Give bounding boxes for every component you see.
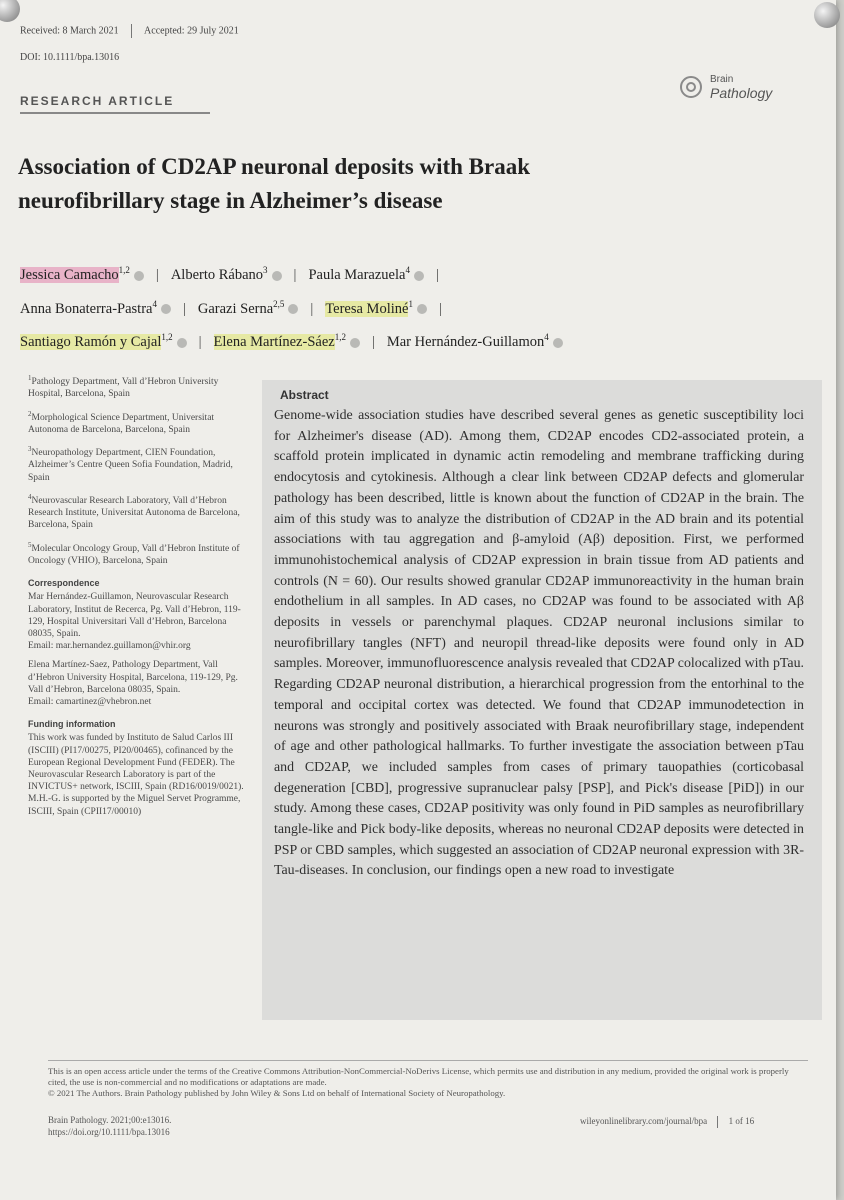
copyright-text: © 2021 The Authors. Brain Pathology published by John Wiley & Sons Ltd on behalf of International Society of Neuropathology. xyxy=(48,1088,506,1098)
article-dates xyxy=(20,24,239,38)
orcid-icon[interactable] xyxy=(177,338,187,348)
author xyxy=(214,334,360,350)
journal-logo xyxy=(680,70,800,110)
author-name: Mar Hernández-Guillamon xyxy=(386,334,545,351)
orcid-icon[interactable] xyxy=(414,271,424,281)
orcid-icon[interactable] xyxy=(417,304,427,314)
author-name: Elena Martínez-Sáez xyxy=(213,334,335,351)
author xyxy=(325,298,427,317)
author xyxy=(171,267,282,283)
author-separator: | xyxy=(293,266,297,283)
author xyxy=(20,267,144,283)
funding-text: This work was funded by Instituto de Salud Carlos III (ISCIII) (PI17/00275, PI20/00465), cofinanced by the European Regional Development Fund (FEDER). The Neurovascular Research Laboratory is part of the INVICTUS+ network, ISCIII, Spain (RD16/0019/0021). M.H.-G. is supported by the Miguel Servet Programme, ISCIII, Spain (CPII17/00010) xyxy=(28,733,244,817)
author-name: Jessica Camacho xyxy=(20,266,119,283)
page-number: 1 of 16 xyxy=(728,1116,755,1127)
pushpin-icon xyxy=(814,2,840,28)
affiliation-text: Neurovascular Research Laboratory, Vall d’Hebron Research Institute, Universitat Autonoma de Barcelona, Barcelona, Spain xyxy=(28,496,240,531)
correspondence-email[interactable]: Email: camartinez@vhebron.net xyxy=(28,697,152,708)
author-name: Garazi Serna xyxy=(197,300,274,317)
author-affiliation-ref: 3 xyxy=(263,265,268,275)
affiliation-text: Molecular Oncology Group, Vall d’Hebron Institute of Oncology (VHIO), Barcelona, Spain xyxy=(28,543,240,567)
author-separator: | xyxy=(310,300,314,317)
author-affiliation-ref: 1,2 xyxy=(161,332,173,343)
divider xyxy=(20,112,210,114)
author-affiliation-ref: 4 xyxy=(544,332,549,343)
logo-text-line2: Pathology xyxy=(710,85,773,101)
correspondence-entry xyxy=(28,591,248,652)
divider xyxy=(48,1060,808,1061)
author xyxy=(308,267,424,283)
affiliation xyxy=(28,539,248,568)
correspondence-email[interactable]: Email: mar.hernandez.guillamon@vhir.org xyxy=(28,641,191,652)
author-separator: | xyxy=(435,266,439,283)
funding-heading: Funding information xyxy=(28,719,116,730)
journal-citation: Brain Pathology. 2021;00:e13016. xyxy=(48,1115,172,1125)
orcid-icon[interactable] xyxy=(161,304,171,314)
affiliation xyxy=(28,491,248,532)
author xyxy=(197,298,299,317)
author-separator: | xyxy=(182,300,186,317)
license-text: This is an open access article under the terms of the Creative Commons Attribution-NonCommercial-NoDerivs License, which permits use and distribution in any medium, provided the original work is properly cited, the use is non-commercial and no modifications or adaptations are made. xyxy=(48,1066,789,1087)
affiliation-number: 5 xyxy=(28,540,32,549)
author xyxy=(20,298,171,317)
correspondence-entry xyxy=(28,659,248,708)
affiliation-text: Neuropathology Department, CIEN Foundation, Alzheimer’s Centre Queen Sofia Foundation, Madrid, Spain xyxy=(28,448,233,483)
affiliation-number: 2 xyxy=(28,409,32,418)
doi: DOI: 10.1111/bpa.13016 xyxy=(20,52,120,63)
author xyxy=(20,334,187,350)
journal-site-link[interactable]: wileyonlinelibrary.com/journal/bpa xyxy=(580,1116,708,1127)
author-affiliation-ref: 1,2 xyxy=(118,265,130,275)
author-separator: | xyxy=(155,266,159,283)
divider xyxy=(717,1116,718,1128)
affiliation-text: Morphological Science Department, Universitat Autonoma de Barcelona, Barcelona, Spain xyxy=(28,412,215,435)
author-affiliation-ref: 4 xyxy=(405,265,410,275)
correspondence-address: Elena Martínez-Saez, Pathology Department, Vall d’Hebron University Hospital, Barcelona, 119-129, Pg. Vall d’Hebron, Barcelona 08035, Spain. xyxy=(28,660,238,695)
author-separator: | xyxy=(438,300,442,317)
affiliation-number: 4 xyxy=(28,492,32,501)
affiliation xyxy=(28,443,248,484)
author-affiliation-ref: 1 xyxy=(408,298,413,309)
sidebar-info xyxy=(28,372,248,825)
affiliation-number: 3 xyxy=(28,445,32,454)
orcid-icon[interactable] xyxy=(272,271,282,281)
orcid-icon[interactable] xyxy=(350,338,360,348)
brain-pathology-logo-icon xyxy=(680,76,702,98)
author-name: Teresa Moliné xyxy=(325,300,409,317)
article-title: Association of CD2AP neuronal deposits with Braak neurofibrillary stage in Alzheimer’s disease xyxy=(18,154,531,213)
doi-link[interactable]: https://doi.org/10.1111/bpa.13016 xyxy=(48,1127,170,1137)
orcid-icon[interactable] xyxy=(134,271,144,281)
correspondence-heading: Correspondence xyxy=(28,578,100,589)
license-note xyxy=(48,1066,808,1099)
author-separator: | xyxy=(371,334,375,351)
author-name: Alberto Rábano xyxy=(170,266,264,283)
pushpin-icon xyxy=(0,0,20,22)
received-date: Received: 8 March 2021 xyxy=(20,25,119,37)
author-affiliation-ref: 1,2 xyxy=(334,332,346,343)
author-list xyxy=(20,256,800,357)
affiliation-number: 1 xyxy=(28,374,32,382)
logo-text-line1: Brain xyxy=(710,74,734,85)
footer-citation xyxy=(48,1114,171,1138)
orcid-icon[interactable] xyxy=(553,338,563,348)
affiliation-text: Pathology Department, Vall d’Hebron University Hospital, Barcelona, Spain xyxy=(28,377,219,400)
author-separator: | xyxy=(198,334,202,351)
abstract-heading: Abstract xyxy=(280,388,329,402)
accepted-date: Accepted: 29 July 2021 xyxy=(144,25,239,37)
abstract-box xyxy=(262,380,822,1020)
correspondence-address: Mar Hernández-Guillamon, Neurovascular Research Laboratory, Institut de Recerca, Pg. Vall d’Hebron, 119-129, Hospital Universitari Vall d’Hebron, Barcelona 08035, Spain. xyxy=(28,592,241,640)
affiliation xyxy=(28,408,248,437)
orcid-icon[interactable] xyxy=(288,304,298,314)
author-name: Anna Bonaterra-Pastra xyxy=(20,300,153,317)
author-affiliation-ref: 4 xyxy=(152,298,157,309)
author-name: Paula Marazuela xyxy=(308,266,406,283)
article-type: RESEARCH ARTICLE xyxy=(20,94,175,108)
divider xyxy=(131,24,132,38)
affiliation xyxy=(28,372,248,401)
abstract-text: Genome-wide association studies have described several genes as genetic susceptibility loci for Alzheimer's disease (AD). Among them, CD2AP encodes CD2-associated protein, a scaffold protein implicated in dynamic actin remodeling and membrane trafficking during endocytosis and cytokinesis. Although a clear link between CD2AP defects and glomerular pathology has been described, little is known about the function of CD2AP in the brain. The aim of this study was to analyze the distribution of CD2AP in the AD brain and its potential associations with tau aggregation and β-amyloid (Aβ) deposition. First, we performed immunohistochemical analysis of CD2AP expression in brain tissue from AD patients and controls (N = 60). Our results showed granular CD2AP immunoreactivity in the human brain endothelium in all samples. In AD cases, no CD2AP was found to be associated with Aβ deposits in vessels or parenchymal plaques. CD2AP neuronal inclusions similar to neurofibrillary tangles (NFT) and neuropil thread-like deposits were found only in AD samples. Moreover, immunofluorescence analysis revealed that CD2AP colocalized with pTau. Regarding CD2AP neuronal distribution, a hierarchical progression from the entorhinal to the temporal and occipital cortex was detected. We found that CD2AP immunodetection in neurons was strongly and positively associated with Braak neurofibrillary stage, independent of age and other pathological hallmarks. To further investigate the association between pTau and CD2AP, we included samples from cases of primary tauopathies (corticobasal degeneration [CBD], progressive supranuclear palsy [PSP], and Pick's disease [PiD]) in our study. Among these cases, CD2AP positivity was only found in PiD samples as neurofibrillary tangle-like and Pick body-like deposits, whereas no neuronal CD2AP deposits were detected in PSP or CBD samples, which suggested an association of CD2AP neuronal expression with 3R-Tau-diseases. In conclusion, our findings open a new road to investigate xyxy=(274,408,804,879)
author xyxy=(387,334,563,350)
author-name: Santiago Ramón y Cajal xyxy=(20,334,162,351)
author-affiliation-ref: 2,5 xyxy=(273,298,285,309)
footer-right xyxy=(580,1116,754,1128)
